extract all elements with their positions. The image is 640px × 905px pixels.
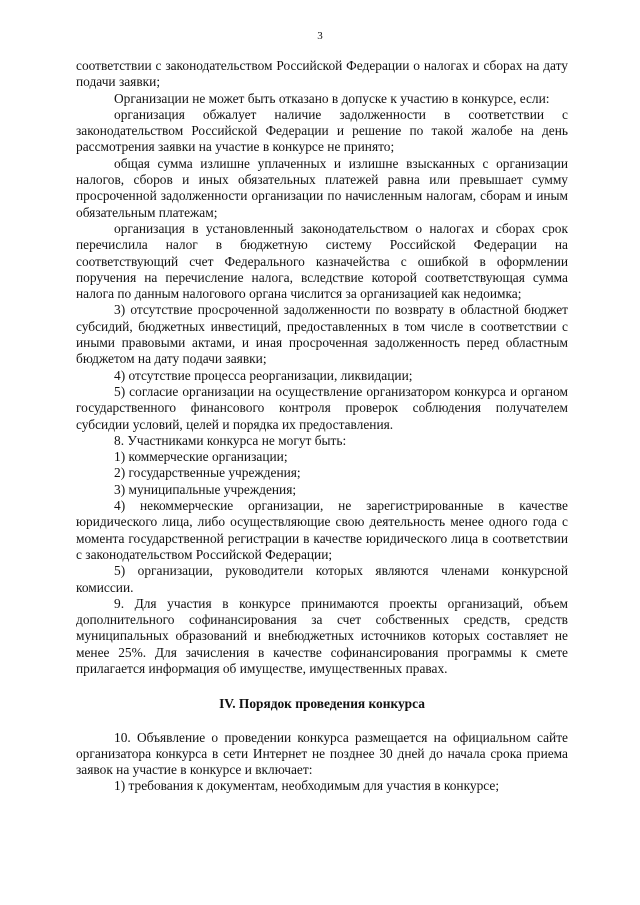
paragraph: организация обжалует наличие задолженности в соответствии с законодательством Российской Федерации и решение по такой жалобе на день рассмотрения заявки на участие в конкурсе не принято; — [76, 106, 568, 155]
list-item: 4) некоммерческие организации, не зарегистрированные в качестве юридического лица, либо осуществляющие свою деятельность менее одного года с момента государственной регистрации в качестве юридического лица в соответствии с законодательством Российской Федерации; — [76, 498, 568, 562]
paragraph: организация в установленный законодательством о налогах и сборах срок перечислила налог в бюджетную систему Российской Федерации на соответствующий счет Федерального казначейства с ошибкой в оформлении поручения на перечисление налога, вследствие которой соответствующая сумма налога по данным налогового органа числится за организацией как недоимка; — [76, 220, 568, 302]
list-item: 3) муниципальные учреждения; — [114, 481, 297, 497]
paragraph: Организации не может быть отказано в допуске к участию в конкурсе, если: — [114, 90, 550, 106]
document-body — [76, 58, 568, 795]
clause-heading: 8. Участниками конкурса не могут быть: — [114, 432, 347, 448]
list-item: 2) государственные учреждения; — [114, 465, 301, 481]
list-item: 3) отсутствие просроченной задолженности по возврату в областной бюджет субсидий, бюджетных инвестиций, предоставленных в том числе в соответствии с иными правовыми актами, и иная просроченная задолженность перед областным бюджетом на дату подачи заявки; — [76, 302, 568, 367]
list-item: 5) организации, руководители которых являются членами конкурсной комиссии. — [76, 563, 568, 595]
paragraph: общая сумма излишне уплаченных и излишне взысканных с организации налогов, сборов и иных обязательных платежей равна или превышает сумму просроченной задолженности организации по начисленным налогам, сборам и иным обязательным платежам; — [76, 155, 568, 220]
page-number: 3 — [317, 30, 323, 42]
list-item: 4) отсутствие процесса реорганизации, ликвидации; — [114, 367, 413, 383]
paragraph: соответствии с законодательством Российской Федерации о налогах и сборах на дату подачи заявки; — [76, 58, 568, 90]
list-item: 1) требования к документам, необходимым для участия в конкурсе; — [114, 778, 500, 794]
clause: 10. Объявление о проведении конкурса размещается на официальном сайте организатора конкурса в сети Интернет не позднее 30 дней до начала срока приема заявок на участие в конкурсе и включает: — [76, 729, 568, 778]
list-item: 1) коммерческие организации; — [114, 449, 288, 465]
section-title: IV. Порядок проведения конкурса — [219, 696, 425, 712]
clause: 9. Для участия в конкурсе принимаются проекты организаций, объем дополнительного софинансирования за счет собственных средств, средств муниципальных образований и внебюджетных источников которых составляет не менее 25%. Для зачисления в качестве софинансирования программы к смете прилагается информация об имуществе, имущественных правах. — [76, 595, 568, 676]
list-item: 5) согласие организации на осуществление организатором конкурса и органом государственного финансового контроля проверок соблюдения получателем субсидии условий, целей и порядка их предоставления. — [76, 383, 568, 432]
